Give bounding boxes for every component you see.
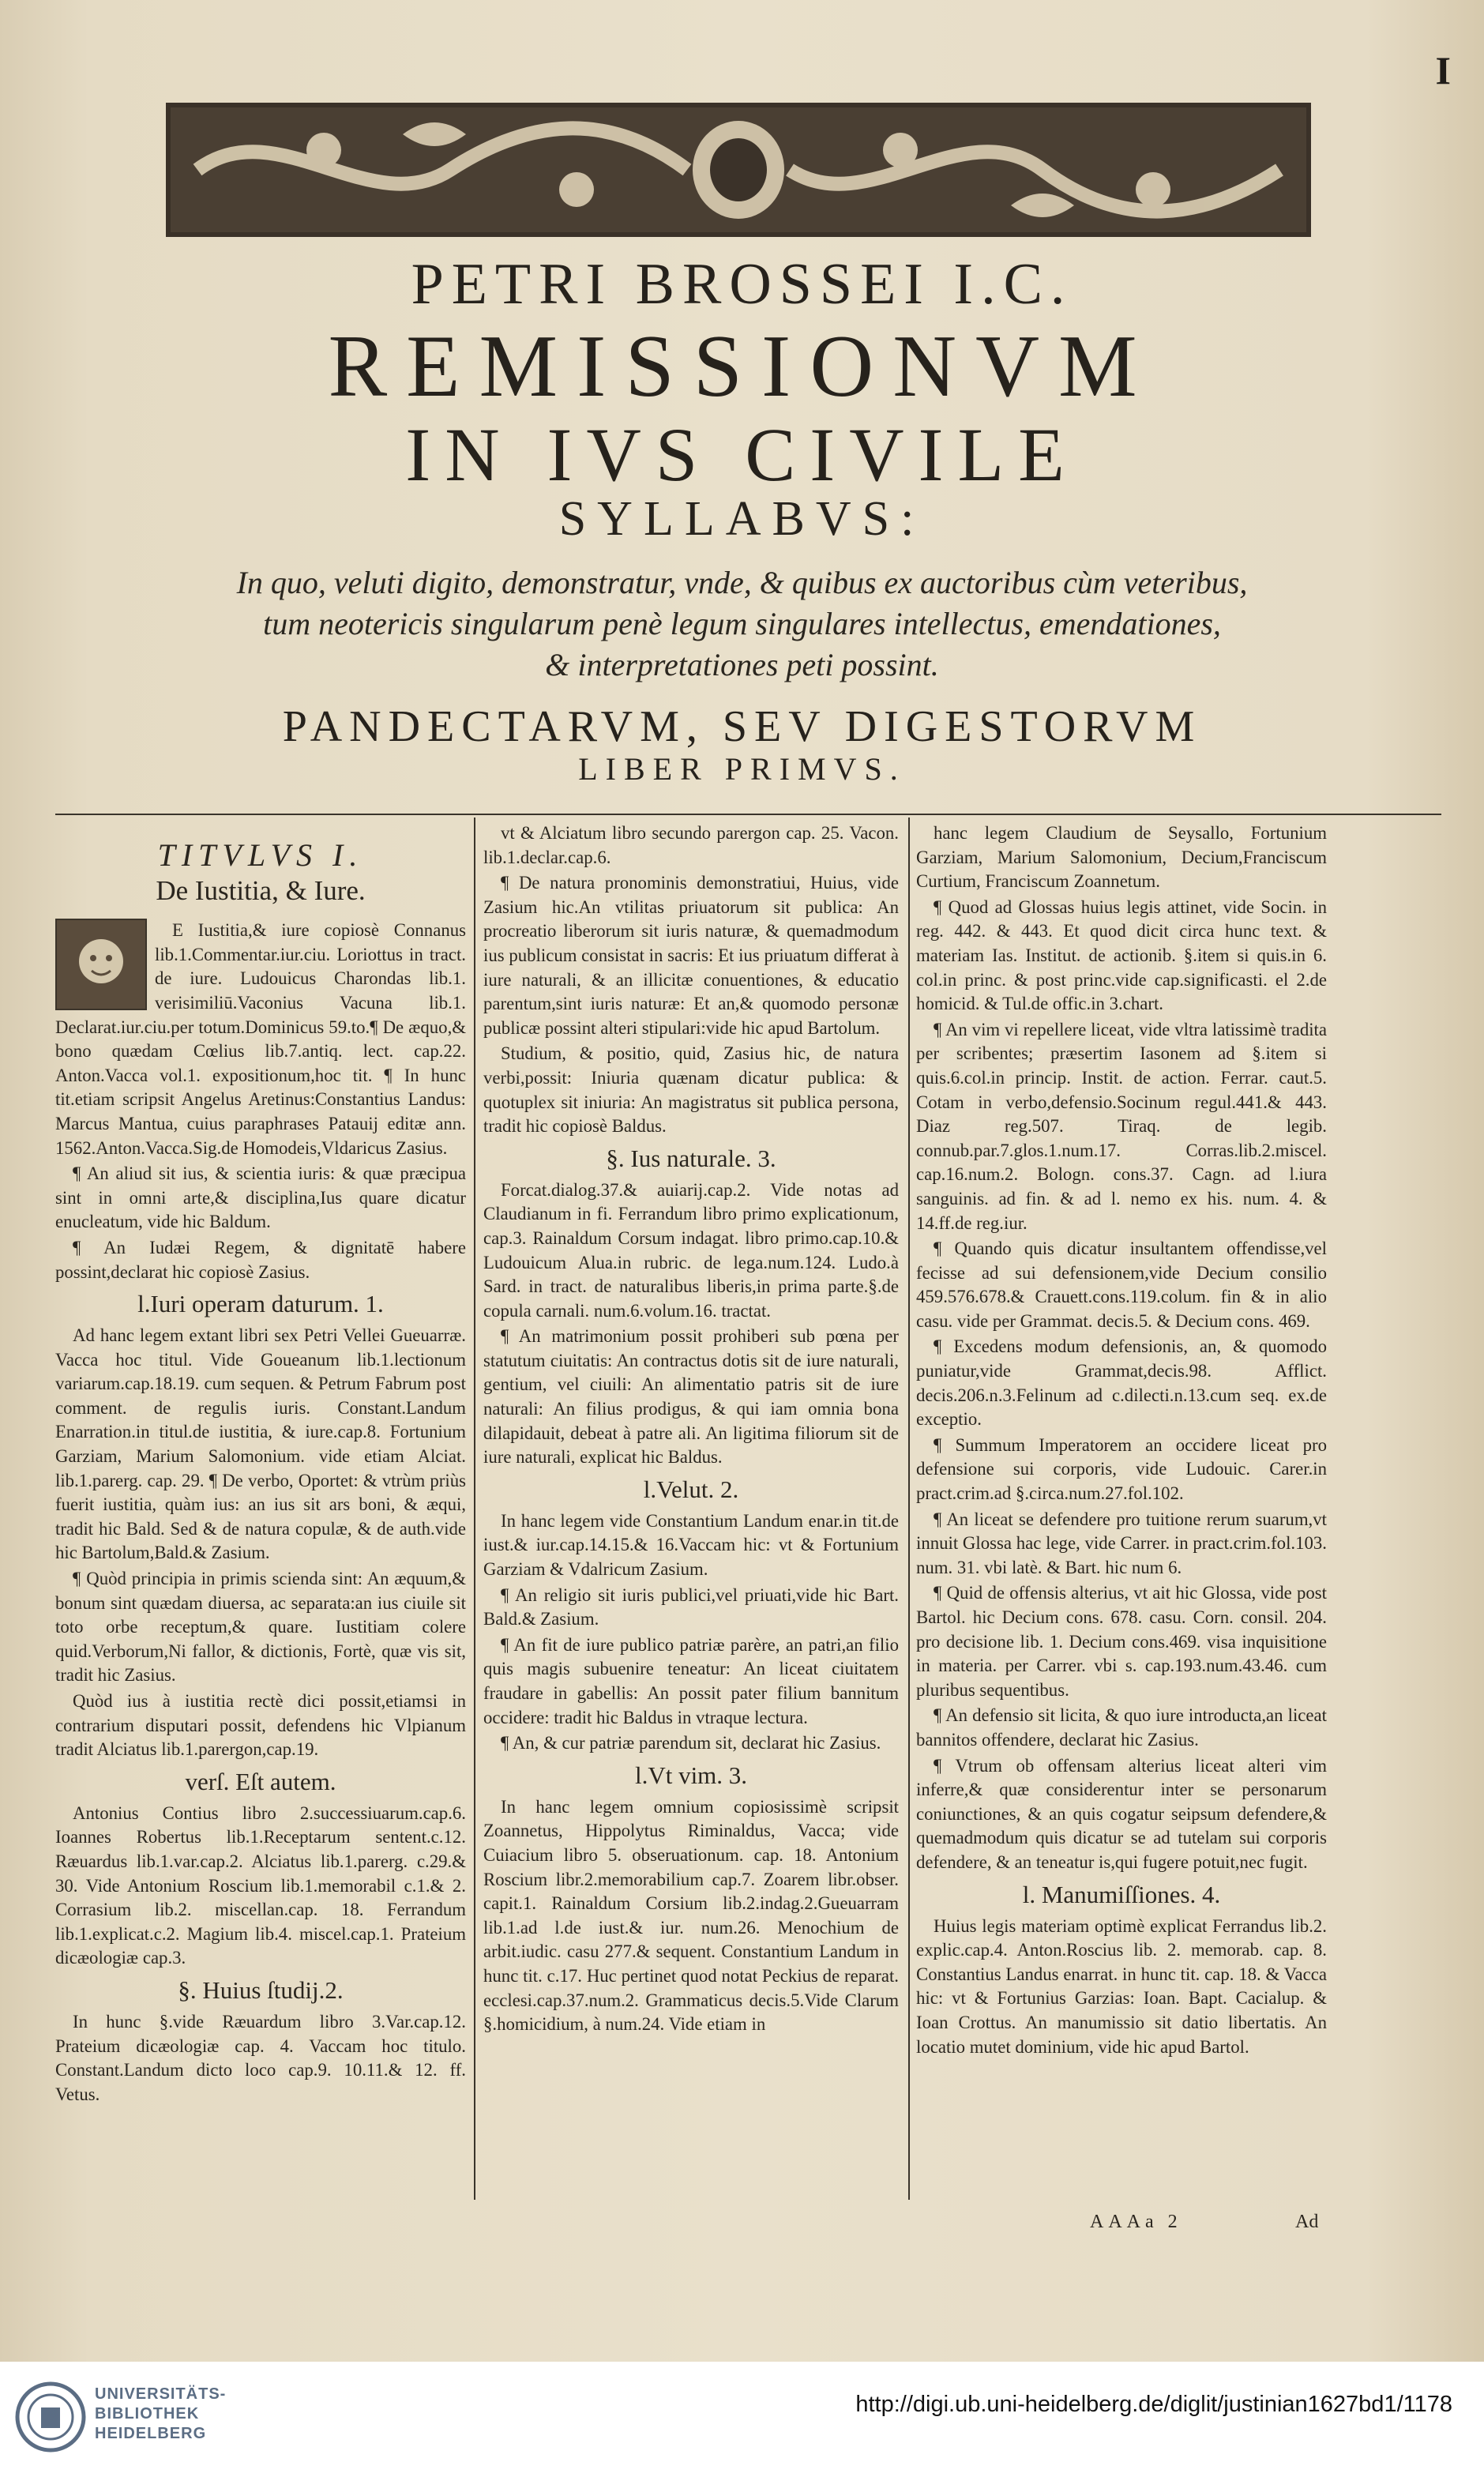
paragraph: Forcat.dialog.37.& auiarij.cap.2. Vide notas ad Claudianum in fi. Ferrandum libro primo explicationum, cap.3. Rainaldum Corsum indagat. libro primo.cap.10.& Ludouicum Alua.in rubric. de lega.num.124. Ludo.à Sard. in tract. de naturalibus liberis,in prima parte.§.de copula carnali. num.6.volum.16. tractat. [483, 1179, 899, 1321]
intro-line: & interpretationes peti possint. [545, 647, 939, 682]
paragraph: ¶ An, & cur patriæ parendum sit, declarat hic Zasius. [501, 1733, 881, 1753]
paragraph: ¶ An Iudæi Regem, & dignitatē habere possint,declarat hic copiosè Zasius. [55, 1237, 466, 1282]
paragraph: ¶ An vim vi repellere liceat, vide vltra latissimè tradita per scribentes; præsertim Iasonem ad §.item si quis.6.col.in princip. Instit. de action. Ferrar. caut.5. Cotam in verbo,defensio.Socinum regul.441.& 443. Diaz reg.507. Tiraq. de legib. connub.par.7.glos.1.num.17. Corras.lib.2.miscel. cap.16.num.2. Bologn. cons.37. Cagn. ad l.iura sanguinis. ad fin. & ad l. nemo ex his. num. 4. & 14.ff.de reg.iur. [916, 1019, 1327, 1233]
paragraph: ¶ Excedens modum defensionis, an, & quomodo puniatur,vide Grammat,decis.98. Afflict. decis.206.n.3.Felinum ad c.dilecti.n.13.cum seq. ex.de exceptio. [916, 1336, 1327, 1430]
column-divider [908, 818, 910, 2200]
paragraph: ¶ Summum Imperatorem an occidere liceat pro defensione sui corporis, vide Ludouic. Carer.in pract.crim.ad §.circa.num.27.fol.102. [916, 1434, 1327, 1504]
syllabus-heading: SYLLABVS: [558, 492, 926, 546]
library-logo-text: BIBLIOTHEK [95, 2405, 200, 2422]
paragraph: Quòd ius à iustitia rectè dici possit,etiamsi in contrarium disputari possit, defendens hic Vlpianum tradit Alciatus lib.1.parergon,cap.19. [55, 1691, 466, 1760]
paragraph: E Iustitia,& iure copiosè Connanus lib.1.Commentar.iur.ciu. Loriottus in tract. de iure. Ludouicus Charondas lib.1. verisimiliū.Vaconius Vacuna lib.1. Declarat.iur.ciu.per totum.Dominicus 59.to.¶ De æquo,& bono quædam Cœlius lib.7.antiq. lect. cap.22. Anton.Vacca vol.1. expositionum,hoc tit. ¶ In hunc tit.etiam scripsit Angelus Aretinus:Constantius Landus: Marcus Mantua, cuius paraphrases Patauij editæ ann. 1562.Anton.Vacca.Sig.de Homodeis,Vldaricus Zasius. [55, 920, 466, 1158]
chapter-heading: De Iustitia, & Iure. [156, 874, 366, 906]
main-title: REMISSIONVM [328, 318, 1156, 415]
intro-line: tum neotericis singularum penè legum singulares intellectus, emendationes, [263, 606, 1221, 641]
paragraph: vt & Alciatum libro secundo parergon cap. 25. Vacon. lib.1.declar.cap.6. [483, 823, 899, 867]
paragraph: ¶ An aliud sit ius, & scientia iuris: & quæ præcipua sint in omni arte,& disciplina,Ius quare dicatur enucleatum, vide hic Baldum. [55, 1163, 466, 1232]
paragraph: ¶ Quando quis dicatur insultantem offendisse,vel fecisse ad sui defensionem,vide Decium consilio 459.576.678.& Crauett.cons.119.colum. fin & in alio casu. vide per Grammat. decis.5. & Decium cons. 469. [916, 1238, 1327, 1331]
book-heading: PANDECTARVM, SEV DIGESTORVM [282, 702, 1202, 751]
section-heading: l.Velut. 2. [643, 1475, 739, 1503]
page-number: I [1435, 48, 1451, 92]
intro-line: In quo, veluti digito, demonstratur, vnde, & quibus ex auctoribus cùm veteribus, [236, 565, 1248, 600]
section-heading: §. Ius naturale. 3. [606, 1144, 776, 1172]
paragraph: ¶ Quòd principia in primis scienda sint: An æquum,& bonum sint quædam diuersa, ac separata:an ius ciuile sit toto orbe receptum,& quare. Iustitiam colere quid.Verborum,Ni fallor, & dictionis, Fortè, quæ vis sit, tradit hic Zasius. [55, 1569, 466, 1686]
paragraph: ¶ An fit de iure publico patriæ parère, an patri,an filio quis magis subuenire teneatur: An liceat ciuitatem fraudare in gabellis: An possit pater filium bannitum occidere: tradit hic Baldus in vtraque lectura. [483, 1634, 899, 1727]
section-heading: l.Iuri operam daturum. 1. [137, 1290, 384, 1318]
paragraph: ¶ Vtrum ob offensam alterius liceat alteri vim inferre,& quæ considerentur inter se personarum coniunctiones, & an quis cogatur seipsum defendere,& quemadmodum quis dicatur se ad tutelam sui corporis defendere, & an teneatur is,qui fugere potuit,nec fugit. [916, 1755, 1327, 1872]
author-line: PETRI BROSSEI I.C. [411, 252, 1073, 317]
paragraph: In hanc legem omnium copiosissimè scripsit Zoannetus, Hippolytus Riminaldus, Vacca; vide Cuiacium libro 5. obseruationum. cap. 18. Antonium Roscium libr.2.memorabilium cap.7. Zoarem libr.obser. capit.1. Rainaldum Corsium lib.2.indag.2.Gueuarram lib.1.ad l.de iust.& iur. num.26. Menochium de arbit.iudic. casu 277.& sequent. Constantium Landum in hunc tit. c.17. Huc pertinet quod notat Peckius de reparat. ecclesi.cap.37.num.2. Grammaticus decis.5.Vide Clarum §.homicidium, à num.24. Vide etiam in [483, 1796, 899, 2035]
paragraph: ¶ An defensio sit licita, & quo iure introducta,an liceat bannitos offendere, declarat hic Zasius. [916, 1705, 1327, 1750]
subtitle: IN IVS CIVILE [405, 412, 1079, 497]
section-heading: verſ. Eſt autem. [185, 1767, 336, 1795]
paragraph: ¶ An liceat se defendere pro tuitione rerum suarum,vt innuit Glossa hac lege, vide Carrer. in pract.crim.fol.103. num. 31. vbi latè. & Bart. hic num 6. [916, 1509, 1327, 1577]
section-heading: l. Manumiſſiones. 4. [1022, 1880, 1221, 1908]
paragraph: In hanc legem vide Constantium Landum enar.in tit.de iust.& iur.cap.14.15.& 16.Vaccam hic: vt & Fortunium Garziam & Vdalricum Zasium. [483, 1510, 899, 1580]
paragraph: ¶ De natura pronominis demonstratiui, Huius, vide Zasium hic.An vtilitas priuatorum sit publica: An procreatio liberorum sit iuris naturæ, & quemadmodum ius publicum consistat in sacris: Et ius priuatum differat à iure naturali, & an illicitæ conuentiones, & educatio parentum,sint iuris naturæ: Et an,& quomodo personæ publicæ possint alteri stipulari:vide hic apud Bartolum. [483, 873, 899, 1038]
titulus-heading: TITVLVS I. [157, 837, 364, 873]
paragraph: ¶ Quid de offensis alterius, vt ait hic Glossa, vide post Bartol. hic Decium cons. 678. casu. Corn. consil. 204. pro decisione lib. 1. Decium cons.469. visa inquisitione in materia. per Carrer. vbi s. cap.193.num.43.46. cum pluribus sequentibus. [916, 1583, 1327, 1700]
footer-bar [0, 2362, 1484, 2477]
section-heading: §. Huius ſtudij.2. [178, 1975, 344, 2004]
source-url-link[interactable]: http://digi.ub.uni-heidelberg.de/diglit/justinian1627bd1/1178 [855, 2392, 1452, 2417]
paragraph: hanc legem Claudium de Seysallo, Fortunium Garziam, Marium Salomonium, Decium,Franciscum Curtium, Franciscum Zoannetum. [916, 823, 1327, 892]
library-logo-text: HEIDELBERG [95, 2425, 207, 2442]
column-divider [474, 818, 475, 2200]
text-column-2 [483, 821, 899, 2188]
paragraph: ¶ An matrimonium possit prohiberi sub pœna per statutum ciuitatis: An contractus dotis sit de iure naturali, gentium, vel ciuili: An alimentatio patris sit de iure naturali: An filius prodigus, & qui iam omnia bona dilapidauit, debeat à patre ali. An ligitima filiorum sit de iure naturali, explicat hic Baldus. [483, 1326, 899, 1468]
paragraph: Huius legis materiam optimè explicat Ferrandus lib.2. explic.cap.4. Anton.Roscius lib. 2. memorab. cap. 8. Constantius Landus enarrat. in hunc tit. cap. 18. & Vacca hic: vt & Fortunius Garzias: Ioan. Bapt. Cacialup. & Ioan Crottus. An manumissio sit datio libertatis. An locatio mutet dominium, vide hic apud Bartol. [916, 1915, 1327, 2057]
divider [55, 814, 1441, 815]
catchword: Ad [1295, 2212, 1319, 2232]
paragraph: Ad hanc legem extant libri sex Petri Vellei Gueuarræ. Vacca hoc titul. Vide Goueanum lib.1.lectionum variarum.cap.18.19. cum sequen. & Petrum Fabrum post comment. de regulis iuris. Constant.Landum Enarration.in titul.de iustitia, & iure.cap.8. Fortunium Garziam, Marium Salomonium. vide etiam Alciat. lib.1.parerg. cap. 29. ¶ De verbo, Oportet: & vtrùm priùs fuerit iustitia, quàm ius: an ius sit ars boni, & æqui, tradit hic Bald. Sed & de natura copulæ, & de auth.vide hic Bartolum,Bald.& Zasium. [55, 1325, 466, 1563]
library-logo-text: UNIVERSITÄTS- [95, 2385, 227, 2403]
paragraph: Studium, & positio, quid, Zasius hic, de natura verbi,possit: Iniuria quænam dicatur publica: & quotuplex sit iniuria: An magistratus sit publica persona, tradit hic copiosè Baldus. [483, 1043, 899, 1137]
paragraph: In hunc §.vide Ræuardum libro 3.Var.cap.12. Prateium dicæologiæ cap. 4. Vaccam hoc titulo. Constant.Landum dicto loco cap.9. 10.11.& 12. ff. Vetus. [55, 2011, 466, 2104]
ornamental-headpiece [166, 103, 1311, 237]
signature-mark: AAAa 2 [1090, 2212, 1182, 2232]
text-column-3 [916, 821, 1327, 2188]
decorated-initial [55, 919, 147, 1010]
section-heading: l.Vt vim. 3. [634, 1761, 748, 1789]
liber-heading: LIBER PRIMVS. [578, 751, 906, 787]
text-column-1 [55, 821, 466, 2188]
paragraph: ¶ Quod ad Glossas huius legis attinet, vide Socin. in reg. 442. & 443. Et quod dicit circa hunc text. & materiam Ias. Institut. de actionib. §.item si quis.in 6. col.in princ. & post princ.vide cap.significasti. el 2.de homicid. & Tul.de offic.in 3.chart. [916, 896, 1327, 1014]
paragraph: Antonius Contius libro 2.successiuarum.cap.6. Ioannes Robertus lib.1.Receptarum sentent.c.12. Ræuardus lib.1.var.cap.2. Alciatus lib.1.parerg. c.29.& 30. Vide Antonium Roscium lib.1.memorabil c.1.& 2. Corrasium lib.2. miscellan.cap. 18. Ferrandum lib.1.explicat.c.2. Magium lib.4. miscel.cap.1. Prateium dicæologiæ cap.3. [55, 1802, 466, 1968]
university-seal-icon [14, 2377, 87, 2456]
paragraph: ¶ An religio sit iuris publici,vel priuati,vide hic Bart. Bald.& Zasium. [483, 1584, 899, 1629]
